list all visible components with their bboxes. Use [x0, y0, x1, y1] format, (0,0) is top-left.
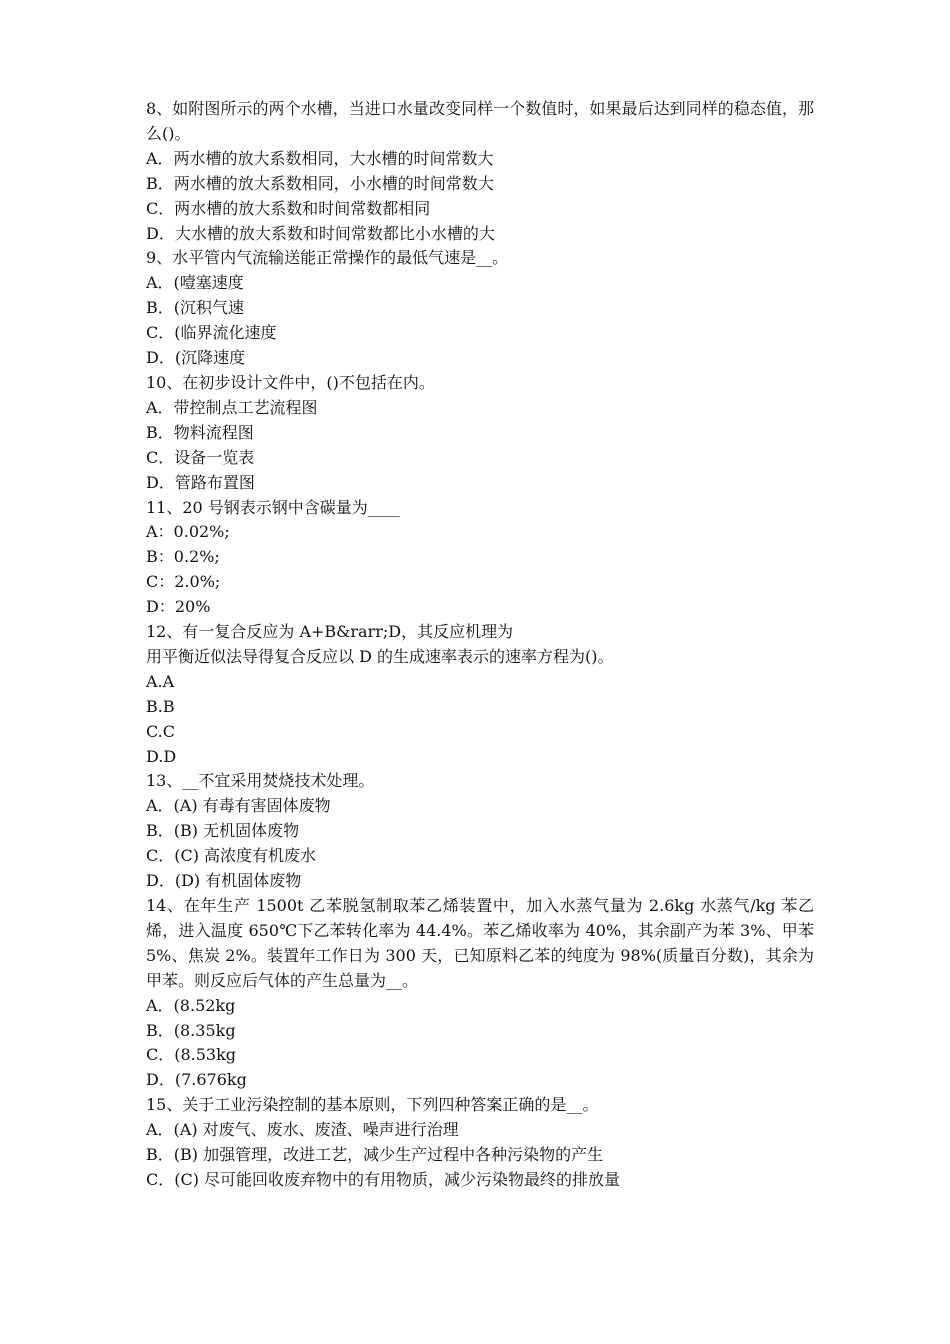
question-8-option-d: D．大水槽的放大系数和时间常数都比小水槽的大: [146, 223, 495, 243]
question-11-option-d: D：20%: [146, 597, 211, 617]
document-page: [146, 97, 814, 1193]
question-11-option-b: B：0.2%;: [146, 547, 220, 567]
question-12-option-a: A.A: [146, 671, 175, 691]
question-15-stem: 15、关于工业污染控制的基本原则，下列四种答案正确的是__。: [146, 1095, 599, 1115]
question-14-option-c: C．(8.53kg: [146, 1045, 237, 1065]
question-14-option-d: D．(7.676kg: [146, 1070, 247, 1090]
question-10-option-d: D．管路布置图: [146, 472, 255, 492]
question-11-option-c: C：2.0%;: [146, 572, 221, 592]
question-10-option-a: A．带控制点工艺流程图: [146, 397, 318, 417]
question-12-option-c: C.C: [146, 721, 175, 741]
question-10-option-c: C．设备一览表: [146, 447, 255, 467]
question-13-option-c: C．(C) 高浓度有机废水: [146, 846, 317, 866]
question-12-option-b: B.B: [146, 696, 175, 716]
question-9-option-a: A．(噎塞速度: [146, 273, 244, 293]
question-8-stem: 8、如附图所示的两个水槽，当进口水量改变同样一个数值时，如果最后达到同样的稳态值，那么()。: [146, 99, 814, 143]
question-8-option-b: B．两水槽的放大系数相同，小水槽的时间常数大: [146, 173, 494, 193]
question-14-stem: 14、在年生产 1500t 乙苯脱氢制取苯乙烯装置中，加入水蒸气量为 2.6kg 水蒸气/kg 苯乙烯，进入温度 650℃下乙苯转化率为 44.4%。苯乙烯收率为 40%，其余副产为苯 3%、甲苯 5%、焦炭 2%。装置年工作日为 300 天，已知原料乙苯的纯度为 98%(质量百分数)，其余为甲苯。则反应后气体的产生总量为__。: [146, 896, 814, 990]
question-9-option-c: C．(临界流化速度: [146, 323, 277, 343]
question-15-option-b: B．(B) 加强管理，改进工艺，减少生产过程中各种污染物的产生: [146, 1145, 604, 1165]
question-15-option-a: A．(A) 对废气、废水、废渣、噪声进行治理: [146, 1120, 459, 1140]
question-15-option-c: C．(C) 尽可能回收废弃物中的有用物质，减少污染物最终的排放量: [146, 1169, 621, 1189]
question-8-option-c: C．两水槽的放大系数和时间常数都相同: [146, 198, 431, 218]
question-14-option-a: A．(8.52kg: [146, 995, 236, 1015]
question-10-stem: 10、在初步设计文件中，()不包括在内。: [146, 372, 435, 392]
question-11-stem: 11、20 号钢表示钢中含碳量为____: [146, 497, 400, 517]
question-12-stem-continued: 用平衡近似法导得复合反应以 D 的生成速率表示的速率方程为()。: [146, 646, 614, 666]
question-12-option-d: D.D: [146, 746, 177, 766]
question-14-option-b: B．(8.35kg: [146, 1020, 236, 1040]
question-13-option-d: D．(D) 有机固体废物: [146, 871, 302, 891]
question-9-option-d: D．(沉降速度: [146, 348, 246, 368]
question-12-stem: 12、有一复合反应为 A+B&rarr;D，其反应机理为: [146, 622, 514, 642]
question-9-stem: 9、水平管内气流输送能正常操作的最低气速是__。: [146, 248, 509, 268]
question-10-option-b: B．物料流程图: [146, 422, 254, 442]
question-9-option-b: B．(沉积气速: [146, 298, 245, 318]
question-13-stem: 13、__不宜采用焚烧技术处理。: [146, 771, 375, 791]
question-8-option-a: A．两水槽的放大系数相同，大水槽的时间常数大: [146, 148, 494, 168]
question-11-option-a: A：0.02%;: [146, 522, 230, 542]
question-13-option-a: A．(A) 有毒有害固体废物: [146, 796, 331, 816]
question-13-option-b: B．(B) 无机固体废物: [146, 821, 300, 841]
